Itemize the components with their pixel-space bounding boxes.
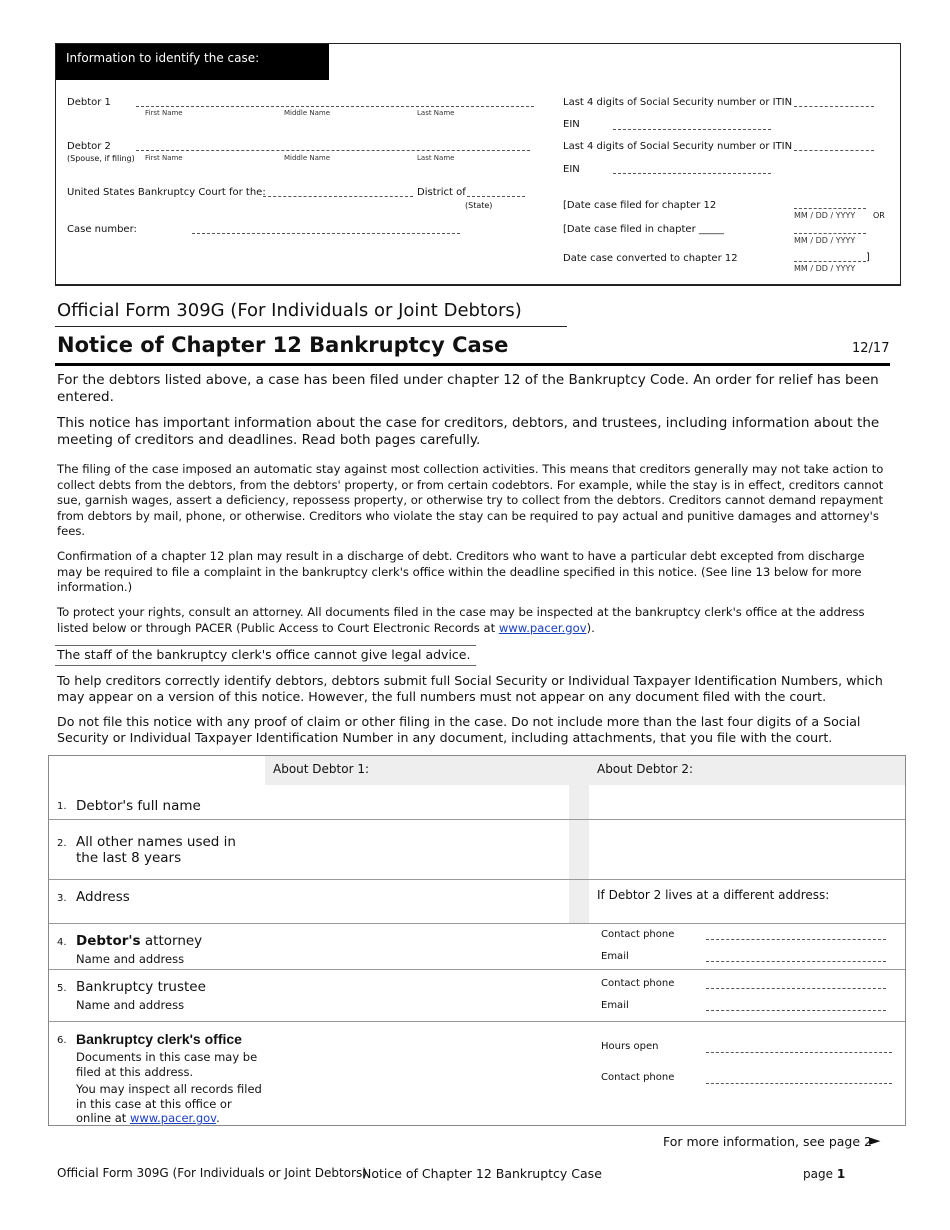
date-filed-field[interactable] (794, 208, 866, 209)
debtor2-different-address-label: If Debtor 2 lives at a different address: (597, 888, 830, 902)
row-number: 6. (57, 1035, 67, 1046)
debtor1-ein-field[interactable] (613, 129, 771, 130)
page-label: page (803, 1167, 833, 1181)
row-title-trustee: Bankruptcy trustee (76, 979, 206, 995)
debtor1-middle-name-label: Middle Name (284, 109, 330, 117)
debtor2-ein-field[interactable] (613, 173, 771, 174)
column-gap (569, 785, 589, 924)
debtor2-label: Debtor 2 (67, 141, 111, 152)
trustee-phone-label: Contact phone (601, 978, 675, 989)
row-divider (49, 1021, 905, 1022)
row-divider (49, 969, 905, 970)
intro-paragraph: For the debtors listed above, a case has been filed under chapter 12 of the Bankruptcy Code. An order for relief has been entered. (57, 372, 879, 405)
debtor1-first-name-label: First Name (145, 109, 183, 117)
case-info-box (55, 43, 901, 286)
trustee-phone-field[interactable] (706, 988, 886, 989)
page-title: Notice of Chapter 12 Bankruptcy Case (57, 333, 509, 357)
attorney-phone-label: Contact phone (601, 929, 675, 940)
footer-notice-title: Notice of Chapter 12 Bankruptcy Case (362, 1166, 602, 1181)
date-filed-label: [Date case filed for chapter 12 (563, 200, 717, 211)
footer-page-number (803, 1167, 845, 1181)
trustee-email-field[interactable] (706, 1010, 886, 1011)
automatic-stay-paragraph: The filing of the case imposed an automatic stay against most collection activities. This means that creditors generally may not take action to collect debts from the debtors, from the debtors' property, or from certain codebtors. For example, while the stay is in effect, creditors cannot sue, garnish wages, assert a deficiency, repossess property, or otherwise try to collect from the debtors. Creditors cannot demand repayment from debtors by mail, phone, or otherwise. Creditors who violate the stay can be required to pay actual and punitive damages and attorney's fees. (57, 462, 884, 538)
debtor2-last-name-label: Last Name (417, 154, 455, 162)
row-number: 3. (57, 893, 67, 904)
staff-advice-note: The staff of the bankruptcy clerk's office cannot give legal advice. (55, 645, 476, 666)
debtor2-ein-label: EIN (563, 164, 580, 175)
court-field[interactable] (263, 196, 413, 197)
date-converted-label: Date case converted to chapter 12 (563, 253, 738, 264)
case-number-label: Case number: (67, 224, 137, 235)
rights-paragraph (57, 605, 891, 636)
clerk-hours-label: Hours open (601, 1041, 659, 1052)
bracket-close: ] (866, 252, 870, 263)
about-debtor1-header: About Debtor 1: (265, 756, 569, 785)
do-not-file-paragraph: Do not file this notice with any proof of claim or other filing in the case. Do not include more than the last four digits of a Social Security or Individual Taxpayer Identification Number in any document, including attachments, that you file with the court. (57, 714, 861, 745)
debtor1-ssn-field[interactable] (794, 106, 874, 107)
row-subtitle: Name and address (76, 998, 185, 1012)
debtor1-label: Debtor 1 (67, 97, 111, 108)
row-number: 5. (57, 983, 67, 994)
row-number: 1. (57, 801, 67, 812)
row-subtitle: Name and address (76, 952, 185, 966)
row-title-other-names: All other names used in the last 8 years (76, 834, 236, 866)
footer-form-id: Official Form 309G (For Individuals or Joint Debtors) (57, 1166, 367, 1180)
title-divider (55, 363, 890, 366)
row-number: 2. (57, 838, 67, 849)
rights-text: To protect your rights, consult an attorney. All documents filed in the case may be inspected at the bankruptcy clerk's office at the address listed below or through PACER (Public Access to Court Electronic Records at (57, 605, 865, 635)
form-identifier: Official Form 309G (For Individuals or Joint Debtors) (57, 300, 522, 321)
about-debtor2-header: About Debtor 2: (589, 756, 905, 785)
debtor2-name-field[interactable] (136, 150, 530, 151)
row-title-attorney-bold: Debtor's (76, 933, 141, 949)
date-filed-in-label: [Date case filed in chapter _____ (563, 224, 724, 235)
date-filed-in-format: MM / DD / YYYY (794, 236, 856, 245)
date-converted-field[interactable] (794, 261, 866, 262)
row-number: 4. (57, 937, 67, 948)
identify-debtors-paragraph: To help creditors correctly identify debtors, debtors submit full Social Security or Individual Taxpayer Identification Numbers, which may appear on a version of this notice. However, the full numbers must not appear on any document filed with the court. (57, 673, 883, 704)
form-id-divider (55, 326, 567, 327)
district-field[interactable] (467, 196, 525, 197)
more-info-link[interactable]: For more information, see page 2 (663, 1134, 872, 1149)
discharge-paragraph: Confirmation of a chapter 12 plan may result in a discharge of debt. Creditors who want to have a particular debt excepted from discharge may be required to file a complaint in the bankruptcy clerk's office within the deadline specified in this notice. (See line 13 below for more information.) (57, 549, 865, 594)
pacer-link-table[interactable]: www.pacer.gov (129, 1111, 217, 1125)
header-gap (569, 756, 589, 785)
debtor-info-table (48, 755, 906, 1126)
case-number-field[interactable] (192, 233, 460, 234)
row-divider (49, 879, 905, 880)
attorney-phone-field[interactable] (706, 939, 886, 940)
next-page-arrow-icon[interactable]: ► (869, 1131, 881, 1149)
row-divider (49, 923, 905, 924)
clerk-inspect-text: You may inspect all records filed in this case at this office or online at (76, 1082, 262, 1125)
court-label: United States Bankruptcy Court for the: (67, 187, 266, 198)
trustee-email-label: Email (601, 1000, 629, 1011)
debtor2-spouse-note: (Spouse, if filing) (67, 154, 135, 163)
state-label: (State) (465, 201, 493, 210)
clerk-filing-note: Documents in this case may be filed at this address. (76, 1050, 258, 1079)
row-title-address: Address (76, 889, 130, 905)
clerk-inspect-end: . (216, 1111, 220, 1125)
pacer-link[interactable]: www.pacer.gov (498, 620, 587, 635)
debtor1-last-name-label: Last Name (417, 109, 455, 117)
or-label: OR (873, 211, 885, 220)
date-converted-format: MM / DD / YYYY (794, 264, 856, 273)
rights-text-end: ). (586, 620, 595, 635)
form-version-date: 12/17 (852, 341, 890, 356)
date-filed-format: MM / DD / YYYY (794, 211, 856, 220)
debtor2-ssn-label: Last 4 digits of Social Security number or ITIN (563, 141, 793, 152)
row-title-clerk-office: Bankruptcy clerk's office (76, 1031, 242, 1047)
debtor1-ein-label: EIN (563, 119, 580, 130)
case-info-header: Information to identify the case: (56, 44, 329, 80)
debtor2-first-name-label: First Name (145, 154, 183, 162)
row-title-attorney-rest: attorney (140, 933, 203, 949)
clerk-phone-label: Contact phone (601, 1072, 675, 1083)
clerk-hours-field[interactable] (706, 1052, 892, 1053)
important-info-paragraph: This notice has important information about the case for creditors, debtors, and trustees, including information about the meeting of creditors and deadlines. Read both pages carefully. (57, 415, 880, 448)
district-label: District of (417, 187, 466, 198)
debtor2-ssn-field[interactable] (794, 150, 874, 151)
debtor2-middle-name-label: Middle Name (284, 154, 330, 162)
date-filed-in-field[interactable] (794, 233, 866, 234)
debtor1-ssn-label: Last 4 digits of Social Security number or ITIN (563, 97, 793, 108)
row-title-full-name: Debtor's full name (76, 798, 201, 814)
debtor1-name-field[interactable] (136, 106, 534, 107)
row-divider (49, 819, 905, 820)
row-title-attorney (76, 933, 202, 949)
clerk-phone-field[interactable] (706, 1083, 892, 1084)
attorney-email-label: Email (601, 951, 629, 962)
clerk-inspect-note (76, 1082, 266, 1126)
attorney-email-field[interactable] (706, 961, 886, 962)
page-number: 1 (836, 1167, 846, 1181)
